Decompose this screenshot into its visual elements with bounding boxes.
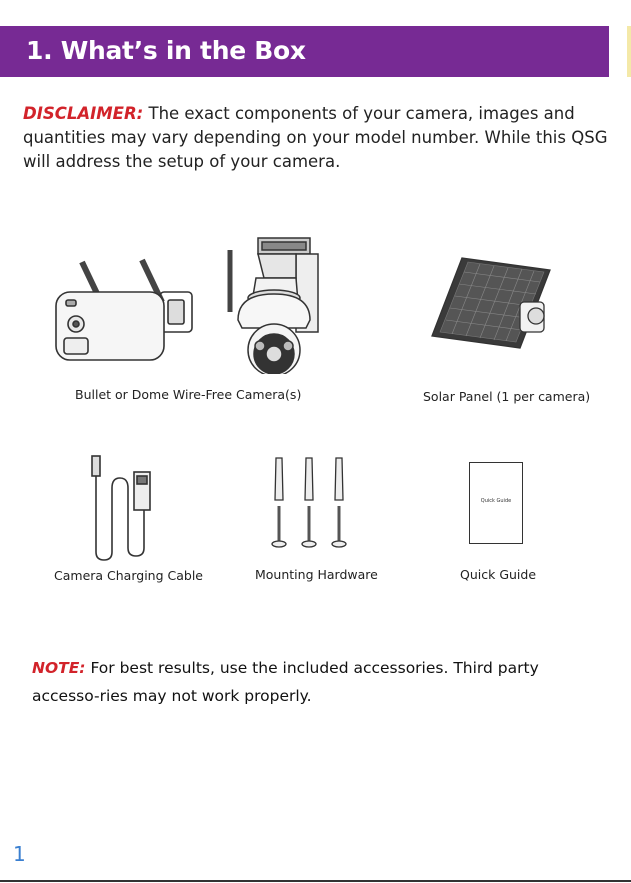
note-text: For best results, use the included accessories. Third party accesso-ries may not work properly. <box>32 659 539 705</box>
caption-camera: Bullet or Dome Wire-Free Camera(s) <box>75 387 302 402</box>
disclaimer-paragraph <box>23 102 613 174</box>
quick-guide-booklet-image <box>469 462 523 544</box>
page-edge-tab <box>627 26 631 77</box>
dome-camera-image <box>212 232 322 374</box>
charging-cable-image <box>84 452 164 564</box>
caption-mounting-hardware: Mounting Hardware <box>255 567 378 582</box>
note-paragraph <box>32 654 610 710</box>
note-label: NOTE: <box>32 659 86 677</box>
mounting-hardware-image <box>262 456 358 552</box>
bullet-camera-image <box>50 252 200 362</box>
solar-panel-image <box>428 256 554 352</box>
bottom-rule <box>0 880 631 882</box>
caption-solar-panel: Solar Panel (1 per camera) <box>423 389 591 404</box>
caption-quick-guide: Quick Guide <box>460 567 537 582</box>
disclaimer-text: The exact components of your camera, images and quantities may vary depending on your model number. While this QSG will address the setup of your camera. <box>23 104 608 171</box>
page-number: 1 <box>13 842 26 866</box>
disclaimer-label: DISCLAIMER: <box>23 104 144 123</box>
caption-charging-cable: Camera Charging Cable <box>54 568 203 583</box>
section-title: 1. What’s in the Box <box>26 36 306 65</box>
quick-guide-cover-text: Quick Guide <box>480 498 512 504</box>
